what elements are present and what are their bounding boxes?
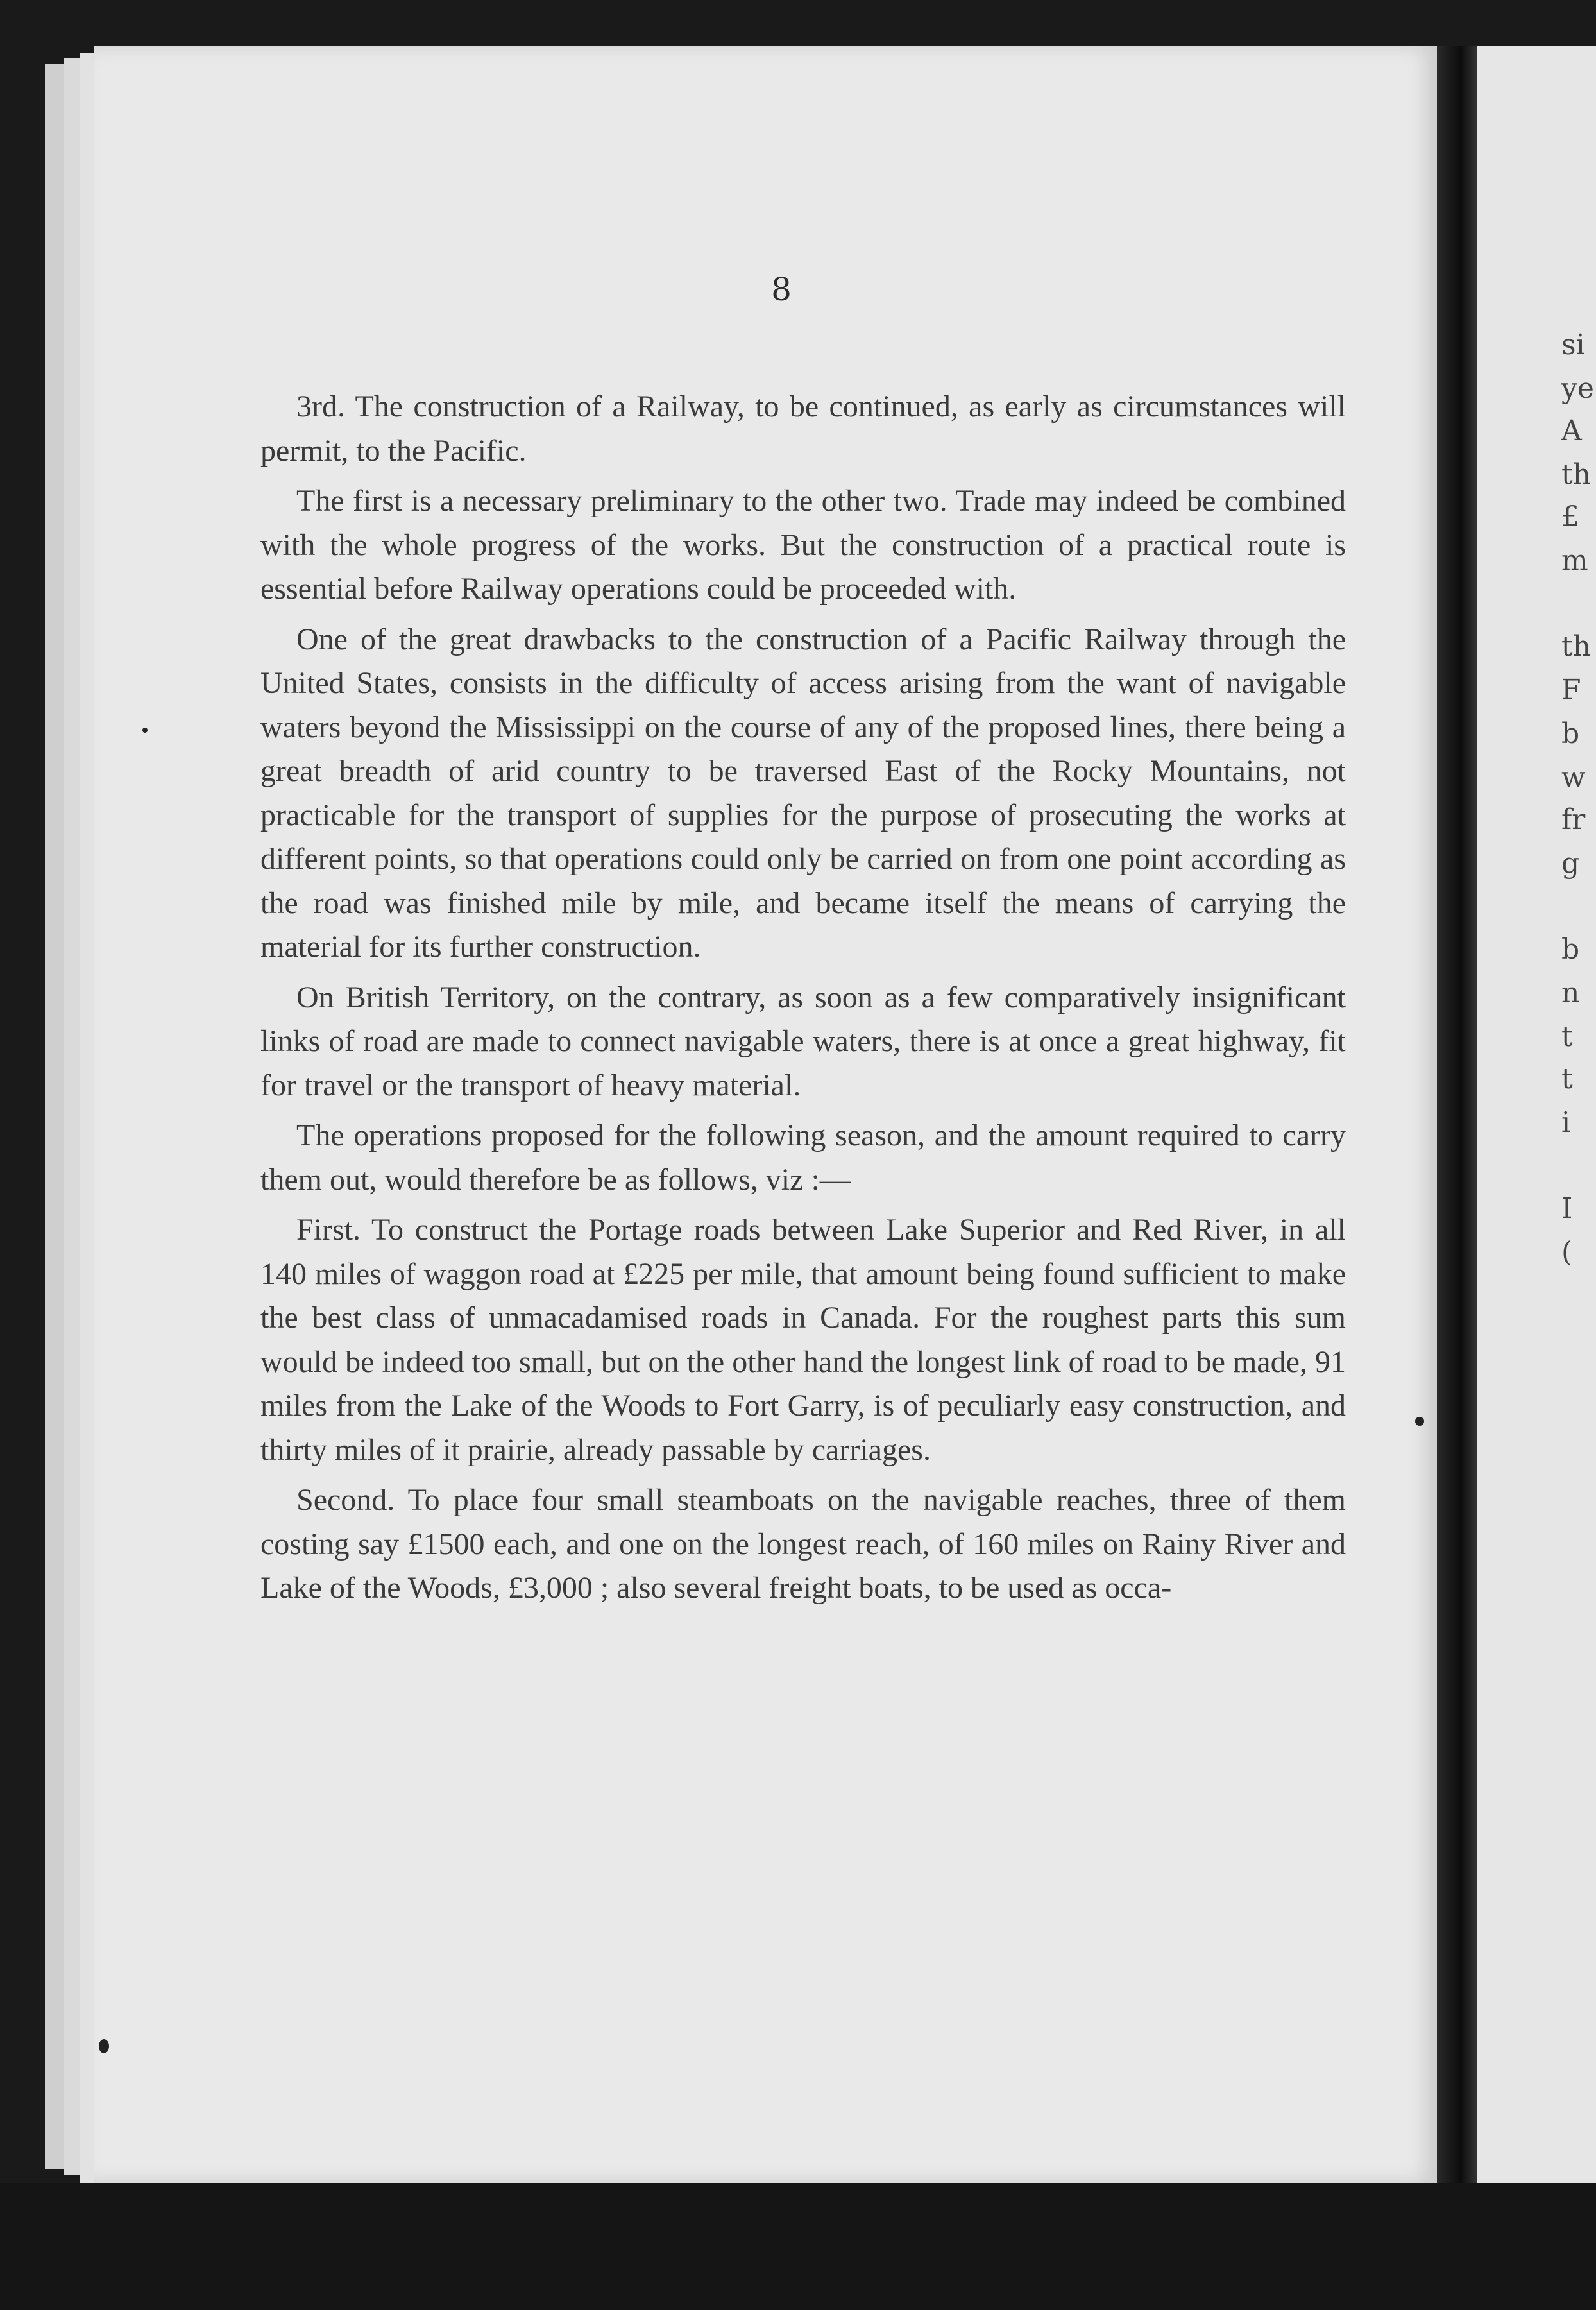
facing-text-fragment: I <box>1561 1192 1573 1225</box>
facing-text-fragment: t <box>1561 1063 1573 1095</box>
facing-text-fragment: b <box>1561 933 1580 966</box>
facing-text-fragment: w <box>1561 761 1586 794</box>
facing-text-fragment: i <box>1561 1106 1571 1139</box>
facing-text-fragment: g <box>1561 847 1580 880</box>
body-text <box>260 385 1346 1617</box>
ink-speck <box>99 2039 109 2053</box>
facing-text-fragment: n <box>1561 977 1580 1009</box>
paragraph: The operations proposed for the following season, and the amount required to carry them out, would therefore be as follows, viz :— <box>260 1118 1346 1197</box>
facing-text-fragment: ( <box>1561 1236 1573 1269</box>
ink-speck <box>1415 1417 1424 1426</box>
facing-text-fragment: m <box>1561 544 1588 577</box>
facing-text-fragment: t <box>1561 1020 1573 1053</box>
scan-background <box>0 2183 1596 2310</box>
facing-text-fragment: si <box>1561 329 1585 361</box>
facing-text-fragment: th <box>1561 630 1592 663</box>
facing-page <box>1477 46 1596 2183</box>
paragraph: On British Territory, on the contrary, as soon as a few comparatively insignificant links of road are made to connect navigable waters, there is at once a great highway, fit for travel or the transport of heavy material. <box>260 980 1346 1102</box>
paragraph: One of the great drawbacks to the construction of a Pacific Railway through the United States, consists in the difficulty of access arising from the want of navigable waters beyond the Mississippi on the course of any of the proposed lines, there being a great breadth of arid country to be traversed East of the Rocky Mountains, not practicable for the transport of supplies for the purpose of prosecuting the works at different points, so that operations could only be carried on from one point according as the road was finished mile by mile, and became itself the means of carrying the material for its further construction. <box>260 622 1346 964</box>
page-edge <box>45 64 64 2169</box>
page-number: 8 <box>771 271 792 308</box>
paragraph: 3rd. The construction of a Railway, to be continued, as early as circumstances will permit, to the Pacific. <box>260 389 1346 468</box>
ink-speck <box>142 728 148 733</box>
facing-text-fragment: A <box>1561 415 1582 447</box>
facing-text-fragment: F <box>1561 674 1581 706</box>
page-edge <box>80 53 94 2183</box>
facing-text-fragment: £ <box>1561 501 1579 533</box>
facing-text-fragment: th <box>1561 458 1592 491</box>
facing-text-fragment: b <box>1561 717 1580 750</box>
paragraph: First. To construct the Portage roads between Lake Superior and Red River, in all 140 miles of waggon road at £225 per mile, that amount being found sufficient to make the best class of unmacadamised roads in Canada. For the roughest parts this sum would be indeed too small, but on the other hand the longest link of road to be made, 91 miles from the Lake of the Woods to Fort Garry, is of peculiarly easy construction, and thirty miles of it prairie, already passable by carriages. <box>260 1213 1346 1467</box>
book-spine <box>1437 46 1477 2183</box>
paragraph: Second. To place four small steamboats on the navigable reaches, three of them costing say £1500 each, and one on the longest reach, of 160 miles on Rainy River and Lake of the Woods, £3,000 ; also several freight boats, to be used as occa- <box>260 1483 1346 1605</box>
facing-text-fragment: fr <box>1561 803 1586 836</box>
page-edge <box>64 58 80 2175</box>
book-page <box>94 46 1437 2183</box>
facing-text-fragment: ye <box>1561 372 1594 405</box>
paragraph: The first is a necessary preliminary to the other two. Trade may indeed be combined with the whole progress of the works. But the construction of a practical route is essential before Railway operations could be proceeded with. <box>260 484 1346 606</box>
